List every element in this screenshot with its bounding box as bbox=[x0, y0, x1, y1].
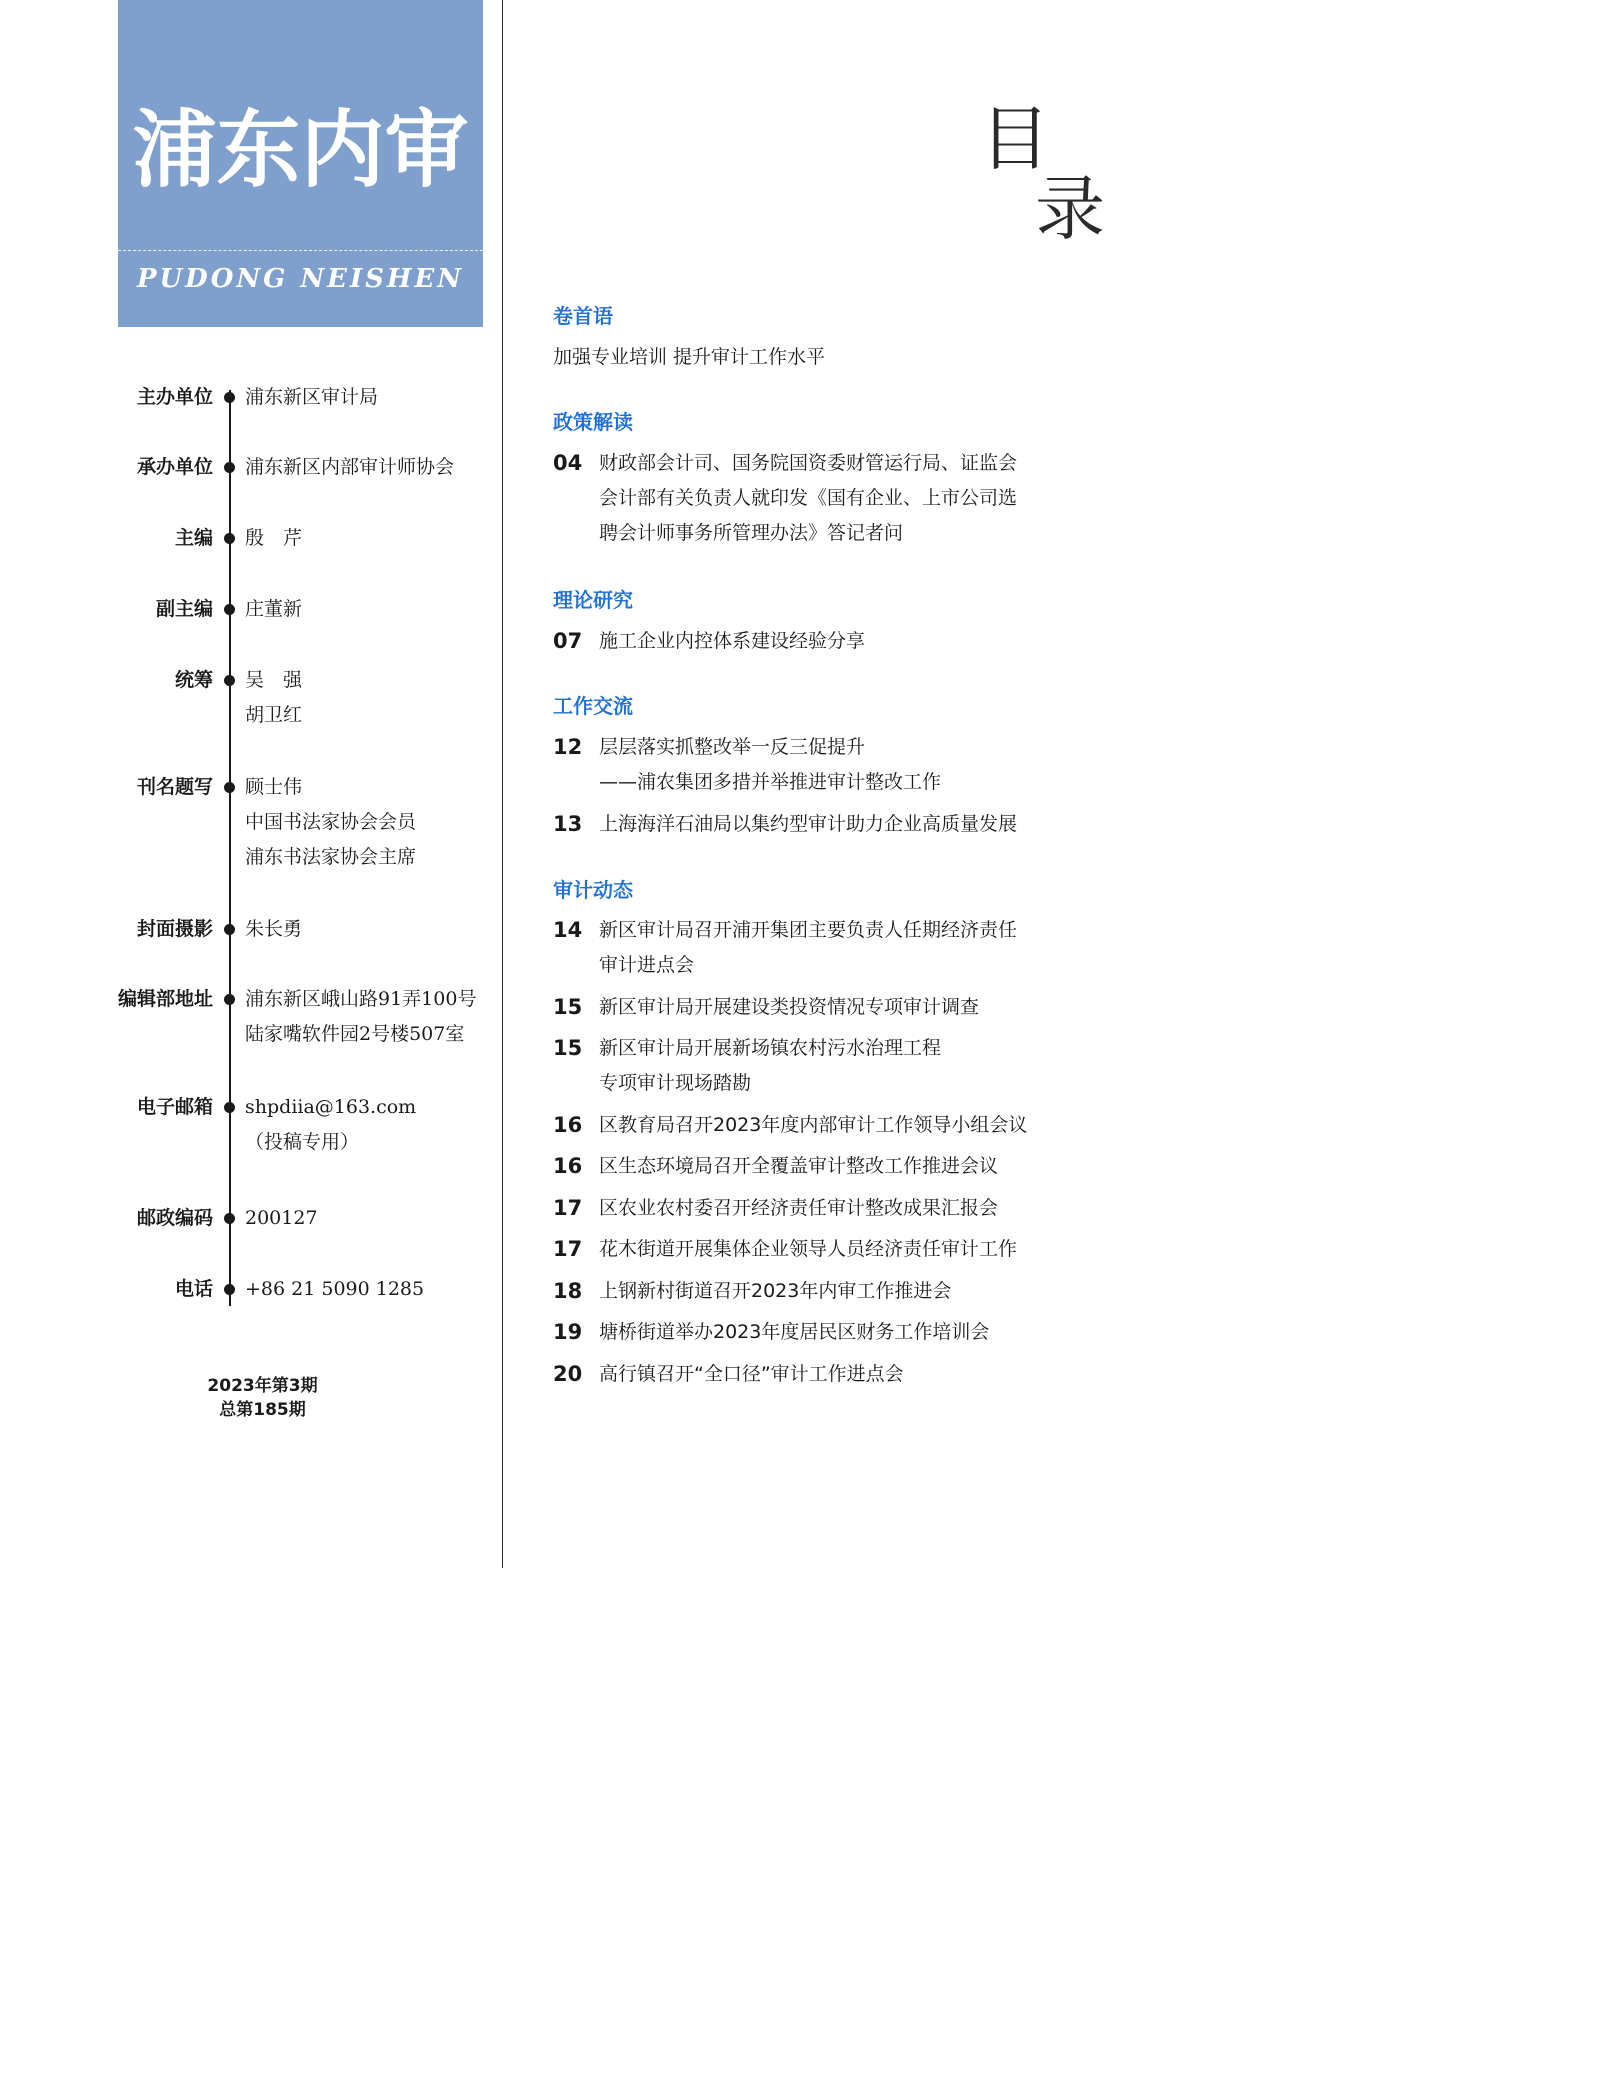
toc-entry-title bbox=[599, 1232, 1017, 1267]
info-values bbox=[245, 1090, 416, 1160]
toc-entry-title bbox=[553, 340, 825, 375]
toc-entry-title bbox=[599, 1149, 998, 1184]
masthead-dashed-rule bbox=[118, 250, 483, 251]
toc-entry-title bbox=[599, 990, 979, 1025]
toc-entry-title bbox=[599, 1357, 904, 1392]
toc-section-title: 政策解读 bbox=[553, 410, 633, 434]
toc-page-number: 04 bbox=[553, 451, 583, 475]
toc-entry-line: 审计进点会 bbox=[599, 954, 695, 976]
info-values bbox=[245, 1201, 318, 1236]
toc-page-number: 17 bbox=[553, 1237, 583, 1261]
toc-page-number: 13 bbox=[553, 812, 583, 836]
info-values bbox=[245, 380, 378, 415]
timeline-dot bbox=[224, 1284, 235, 1295]
toc-entry-title bbox=[599, 807, 1017, 842]
toc-entry-title bbox=[599, 913, 1017, 983]
info-values bbox=[245, 521, 302, 556]
info-values bbox=[245, 912, 302, 947]
toc-section-title: 审计动态 bbox=[553, 878, 633, 902]
info-value: shpdiia@163.com bbox=[245, 1096, 417, 1118]
timeline-dot bbox=[224, 675, 235, 686]
masthead-banner bbox=[118, 0, 483, 327]
toc-entry-title bbox=[599, 1274, 951, 1309]
toc-page-number: 16 bbox=[553, 1113, 583, 1137]
toc-entry-line: 施工企业内控体系建设经验分享 bbox=[599, 630, 866, 652]
info-label: 主编 bbox=[174, 527, 213, 549]
info-label: 副主编 bbox=[155, 598, 213, 620]
toc-entry-title bbox=[599, 624, 865, 659]
toc-page-number: 14 bbox=[553, 918, 583, 942]
timeline-dot bbox=[224, 392, 235, 403]
toc-section-title: 卷首语 bbox=[553, 304, 613, 328]
toc-entry-title bbox=[599, 1108, 1027, 1143]
info-label: 刊名题写 bbox=[136, 776, 213, 798]
info-value: +86 21 5090 1285 bbox=[245, 1278, 425, 1300]
info-value: 200127 bbox=[245, 1207, 318, 1229]
toc-entry-line: 区生态环境局召开全覆盖审计整改工作推进会议 bbox=[599, 1155, 999, 1177]
info-values bbox=[245, 663, 302, 733]
issue-total: 总第185期 bbox=[219, 1400, 306, 1420]
info-timeline-line bbox=[229, 390, 231, 1306]
toc-page-number: 12 bbox=[553, 735, 583, 759]
issue-year: 2023年第3期 bbox=[207, 1376, 318, 1396]
info-value: 陆家嘴软件园2号楼507室 bbox=[245, 1023, 465, 1045]
toc-title bbox=[980, 98, 1105, 250]
toc-page-number: 18 bbox=[553, 1279, 583, 1303]
toc-entry-line: 专项审计现场踏勘 bbox=[599, 1072, 752, 1094]
info-value: 殷 芹 bbox=[245, 527, 303, 549]
toc-section-title: 理论研究 bbox=[553, 588, 633, 612]
info-value: 庄董新 bbox=[245, 598, 303, 620]
toc-page-number: 15 bbox=[553, 1036, 583, 1060]
timeline-dot bbox=[224, 533, 235, 544]
info-value: 吴 强 bbox=[245, 669, 303, 691]
timeline-dot bbox=[224, 1213, 235, 1224]
toc-page-number: 17 bbox=[553, 1196, 583, 1220]
toc-entry-title bbox=[599, 730, 941, 800]
toc-entry-line: ——浦农集团多措并举推进审计整改工作 bbox=[599, 771, 942, 793]
toc-page-number: 19 bbox=[553, 1320, 583, 1344]
info-values bbox=[245, 1272, 424, 1307]
toc-entry-line: 区教育局召开2023年度内部审计工作领导小组会议 bbox=[599, 1114, 1028, 1136]
toc-entry-line: 加强专业培训 提升审计工作水平 bbox=[553, 346, 826, 368]
info-label: 封面摄影 bbox=[136, 918, 213, 940]
info-label: 电子邮箱 bbox=[136, 1096, 213, 1118]
info-value: 朱长勇 bbox=[245, 918, 303, 940]
info-value: 中国书法家协会会员 bbox=[245, 811, 417, 833]
toc-title-char-1: 目 bbox=[980, 98, 1050, 180]
info-values bbox=[245, 450, 454, 485]
info-value: 浦东书法家协会主席 bbox=[245, 846, 417, 868]
issue-number bbox=[180, 1374, 345, 1422]
toc-page-number: 16 bbox=[553, 1154, 583, 1178]
info-values bbox=[245, 770, 416, 875]
timeline-dot bbox=[224, 604, 235, 615]
toc-entry-title bbox=[599, 1031, 941, 1101]
toc-entry-line: 花木街道开展集体企业领导人员经济责任审计工作 bbox=[599, 1238, 1018, 1260]
info-label: 电话 bbox=[174, 1278, 213, 1300]
toc-entry-line: 区农业农村委召开经济责任审计整改成果汇报会 bbox=[599, 1197, 999, 1219]
toc-entry-line: 层层落实抓整改举一反三促提升 bbox=[599, 736, 866, 758]
masthead-title: 浦东内审 bbox=[132, 100, 469, 199]
toc-entry-line: 新区审计局开展建设类投资情况专项审计调查 bbox=[599, 996, 980, 1018]
info-values bbox=[245, 982, 476, 1052]
info-label: 邮政编码 bbox=[136, 1207, 213, 1229]
toc-section-title: 工作交流 bbox=[553, 694, 633, 718]
toc-entry-line: 新区审计局召开浦开集团主要负责人任期经济责任 bbox=[599, 919, 1018, 941]
info-value: 顾士伟 bbox=[245, 776, 303, 798]
info-value: 浦东新区峨山路91弄100号 bbox=[245, 988, 477, 1010]
info-label: 承办单位 bbox=[136, 456, 213, 478]
toc-entry-line: 上钢新村街道召开2023年内审工作推进会 bbox=[599, 1280, 952, 1302]
toc-entry-line: 上海海洋石油局以集约型审计助力企业高质量发展 bbox=[599, 813, 1018, 835]
toc-entry-line: 财政部会计司、国务院国资委财管运行局、证监会 bbox=[599, 452, 1018, 474]
info-label: 编辑部地址 bbox=[117, 988, 213, 1010]
timeline-dot bbox=[224, 994, 235, 1005]
toc-entry-title bbox=[599, 1191, 998, 1226]
info-value: 浦东新区内部审计师协会 bbox=[245, 456, 455, 478]
toc-title-char-2: 录 bbox=[1035, 168, 1105, 250]
timeline-dot bbox=[224, 462, 235, 473]
toc-page-number: 20 bbox=[553, 1362, 583, 1386]
info-values bbox=[245, 592, 302, 627]
toc-entry-line: 聘会计师事务所管理办法》答记者问 bbox=[599, 522, 904, 544]
toc-page-number: 15 bbox=[553, 995, 583, 1019]
info-value: 胡卫红 bbox=[245, 704, 303, 726]
masthead-subtitle: PUDONG NEISHEN bbox=[136, 264, 465, 294]
toc-page-number: 07 bbox=[553, 629, 583, 653]
toc-entry-line: 会计部有关负责人就印发《国有企业、上市公司选 bbox=[599, 487, 1018, 509]
toc-entry-line: 新区审计局开展新场镇农村污水治理工程 bbox=[599, 1037, 942, 1059]
info-label: 主办单位 bbox=[136, 386, 213, 408]
column-divider bbox=[502, 0, 503, 1568]
toc-entry-line: 塘桥街道举办2023年度居民区财务工作培训会 bbox=[599, 1321, 990, 1343]
info-value: 浦东新区审计局 bbox=[245, 386, 379, 408]
toc-entry-title bbox=[599, 446, 1017, 551]
timeline-dot bbox=[224, 924, 235, 935]
toc-entry-line: 高行镇召开“全口径”审计工作进点会 bbox=[599, 1363, 904, 1385]
toc-entry-title bbox=[599, 1315, 989, 1350]
info-value: （投稿专用） bbox=[245, 1131, 360, 1153]
info-label: 统筹 bbox=[174, 669, 213, 691]
timeline-dot bbox=[224, 782, 235, 793]
timeline-dot bbox=[224, 1102, 235, 1113]
